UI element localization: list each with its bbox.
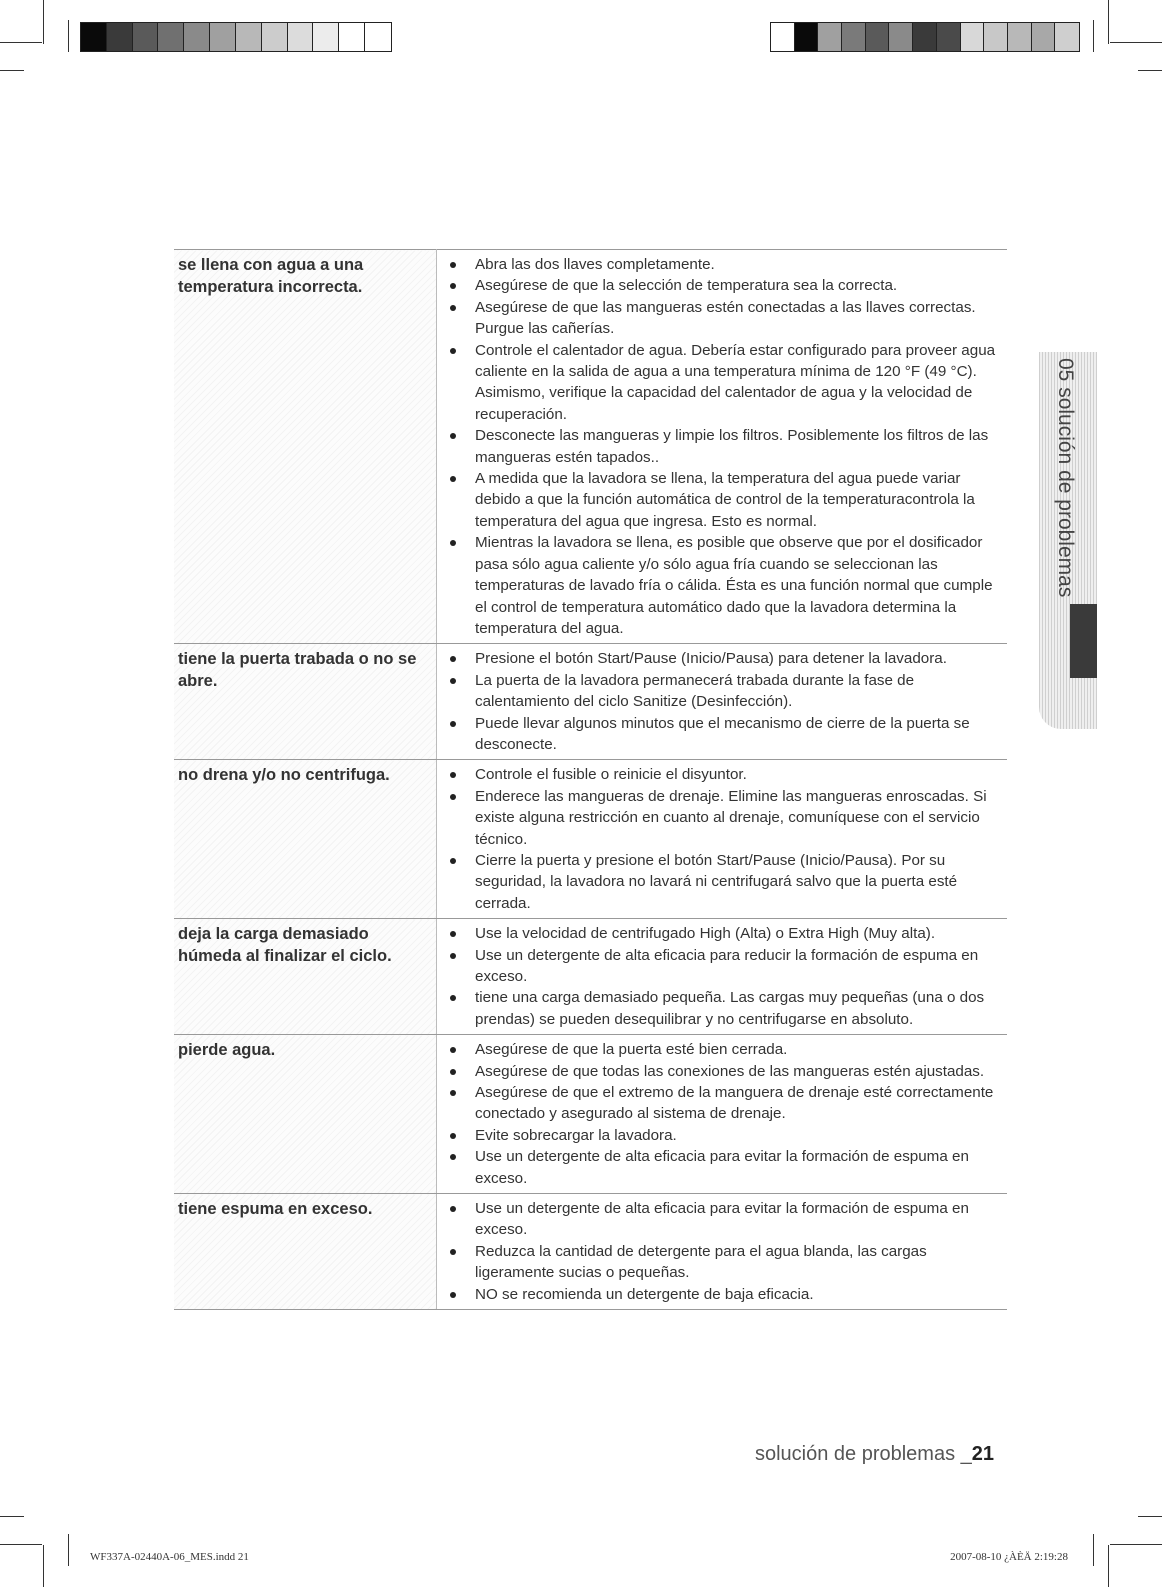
- color-swatch: [210, 23, 236, 51]
- color-swatch: [236, 23, 262, 51]
- problem-cell: tiene la puerta trabada o no se abre.: [174, 644, 437, 760]
- solution-item: Abra las dos llaves completamente.: [449, 254, 1003, 275]
- crop-mark: [0, 1516, 24, 1517]
- solution-item: Presione el botón Start/Pause (Inicio/Pausa) para detener la lavadora.: [449, 648, 1003, 669]
- chapter-tab-label: 05 solución de problemas: [1054, 358, 1077, 598]
- color-swatch: [842, 23, 866, 51]
- footer-section-title: solución de problemas _: [754, 1443, 972, 1465]
- solution-item: A medida que la lavadora se llena, la temperatura del agua puede variar debido a que la función automática de control de la temperaturacontrola la temperatura del agua que ingresa. Esto es normal.: [449, 468, 1003, 532]
- color-swatch: [1008, 23, 1032, 51]
- color-swatch: [262, 23, 288, 51]
- crop-mark: [68, 1534, 69, 1566]
- solution-list: [449, 1039, 1003, 1189]
- color-swatch: [818, 23, 842, 51]
- color-calibration-bar-right: [770, 22, 1080, 52]
- color-swatch: [158, 23, 184, 51]
- solution-item: La puerta de la lavadora permanecerá trabada durante la fase de calentamiento del ciclo Sanitize (Desinfección).: [449, 670, 1003, 713]
- crop-mark: [1138, 1516, 1162, 1517]
- solution-item: NO se recomienda un detergente de baja eficacia.: [449, 1284, 1003, 1305]
- solution-cell: [437, 250, 1008, 644]
- chapter-side-tab: [1039, 352, 1097, 729]
- crop-mark: [0, 70, 24, 71]
- solution-item: Asegúrese de que las mangueras estén conectadas a las llaves correctas.: [449, 297, 1003, 318]
- print-slug-filename: WF337A-02440A-06_MES.indd 21: [90, 1551, 249, 1563]
- crop-mark: [1093, 1534, 1094, 1566]
- crop-mark: [1138, 70, 1162, 71]
- solution-list: [449, 923, 1003, 1030]
- color-swatch: [365, 23, 391, 51]
- solution-list: [449, 254, 1003, 639]
- crop-mark: [43, 1545, 44, 1587]
- color-swatch: [1055, 23, 1079, 51]
- color-swatch: [107, 23, 133, 51]
- solution-item: Purgue las cañerías.: [475, 320, 615, 338]
- crop-mark: [1110, 1544, 1162, 1545]
- problem-cell: deja la carga demasiado húmeda al finalizar el ciclo.: [174, 919, 437, 1035]
- solution-item: Use un detergente de alta eficacia para reducir la formación de espuma en exceso.: [449, 945, 1003, 988]
- troubleshooting-table: [174, 249, 1007, 1310]
- solution-item: Controle el fusible o reinicie el disyuntor.: [449, 764, 1003, 785]
- page-number: 21: [971, 1443, 994, 1465]
- solution-item: Use un detergente de alta eficacia para evitar la formación de espuma en exceso.: [449, 1198, 1003, 1241]
- table-row: [174, 1194, 1007, 1310]
- crop-mark: [43, 0, 44, 44]
- color-swatch: [184, 23, 210, 51]
- color-swatch: [961, 23, 985, 51]
- solution-item: Evite sobrecargar la lavadora.: [449, 1125, 1003, 1146]
- problem-cell: no drena y/o no centrifuga.: [174, 760, 437, 919]
- solution-cell: [437, 1035, 1008, 1194]
- print-slug-timestamp: 2007-08-10 ¿ÀÈÄ 2:19:28: [950, 1551, 1068, 1563]
- color-swatch: [313, 23, 339, 51]
- color-swatch: [937, 23, 961, 51]
- solution-item: Use la velocidad de centrifugado High (Alta) o Extra High (Muy alta).: [449, 923, 1003, 944]
- crop-mark: [68, 20, 69, 52]
- table-row: [174, 1035, 1007, 1194]
- solution-cell: [437, 644, 1008, 760]
- problem-cell: tiene espuma en exceso.: [174, 1194, 437, 1310]
- solution-cell: [437, 919, 1008, 1035]
- color-swatch: [984, 23, 1008, 51]
- crop-mark: [1108, 1545, 1109, 1587]
- solution-item: Use un detergente de alta eficacia para evitar la formación de espuma en exceso.: [449, 1146, 1003, 1189]
- color-swatch: [339, 23, 365, 51]
- table-row: [174, 644, 1007, 760]
- table-row: [174, 760, 1007, 919]
- color-swatch: [288, 23, 314, 51]
- solution-cell: [437, 1194, 1008, 1310]
- color-swatch: [81, 23, 107, 51]
- crop-mark: [0, 1544, 42, 1545]
- color-swatch: [889, 23, 913, 51]
- problem-cell: se llena con agua a una temperatura incorrecta.: [174, 250, 437, 644]
- color-swatch: [795, 23, 819, 51]
- crop-mark: [1110, 42, 1162, 43]
- solution-item: Asegúrese de que la puerta esté bien cerrada.: [449, 1039, 1003, 1060]
- color-swatch: [913, 23, 937, 51]
- solution-item: Reduzca la cantidad de detergente para el agua blanda, las cargas ligeramente sucias o pequeñas.: [449, 1241, 1003, 1284]
- solution-item: Cierre la puerta y presione el botón Start/Pause (Inicio/Pausa). Por su seguridad, la lavadora no lavará ni centrifugará salvo que la puerta esté cerrada.: [449, 850, 1003, 914]
- solution-cell: [437, 760, 1008, 919]
- crop-mark: [0, 42, 42, 43]
- color-swatch: [866, 23, 890, 51]
- solution-item: Mientras la lavadora se llena, es posible que observe que por el dosificador pasa sólo agua caliente y/o sólo agua fría cuando se seleccionan las temperaturas de lavado fría o cálida. Ésta es una función normal que cumple el control de temperatura automático dado que la lavadora determina la temperatura del agua.: [449, 532, 1003, 639]
- solution-item: Enderece las mangueras de drenaje. Elimine las mangueras enroscadas. Si existe alguna restricción en cuanto al drenaje, comuníquese con el servicio técnico.: [449, 786, 1003, 850]
- page-footer: [755, 1443, 994, 1466]
- table-row: [174, 250, 1007, 644]
- color-swatch: [1032, 23, 1056, 51]
- solution-list: [449, 764, 1003, 914]
- problem-cell: pierde agua.: [174, 1035, 437, 1194]
- solution-item: Asegúrese de que todas las conexiones de las mangueras estén ajustadas.: [449, 1061, 1003, 1082]
- solution-list: [449, 648, 1003, 755]
- solution-item: Puede llevar algunos minutos que el mecanismo de cierre de la puerta se desconecte.: [449, 713, 1003, 756]
- solution-item: Asegúrese de que la selección de temperatura sea la correcta.: [449, 275, 1003, 296]
- solution-item: tiene una carga demasiado pequeña. Las cargas muy pequeñas (una o dos prendas) se pueden desequilibrar y no centrifugarse en absoluto.: [449, 987, 1003, 1030]
- table-row: [174, 919, 1007, 1035]
- solution-item: Asegúrese de que el extremo de la manguera de drenaje esté correctamente conectado y asegurado al sistema de drenaje.: [449, 1082, 1003, 1125]
- crop-mark: [1108, 0, 1109, 44]
- solution-item: Controle el calentador de agua. Debería estar configurado para proveer agua caliente en la salida de agua a una temperatura mínima de 120 °F (49 °C). Asimismo, verifique la capacidad del calentador de agua y la velocidad de recuperación.: [449, 340, 1003, 426]
- color-calibration-bar-left: [80, 22, 392, 52]
- color-swatch: [133, 23, 159, 51]
- solution-item: Desconecte las mangueras y limpie los filtros. Posiblemente los filtros de las mangueras estén tapados..: [449, 425, 1003, 468]
- crop-mark: [1093, 20, 1094, 52]
- chapter-tab-marker: [1070, 604, 1097, 678]
- color-swatch: [771, 23, 795, 51]
- solution-list: [449, 1198, 1003, 1305]
